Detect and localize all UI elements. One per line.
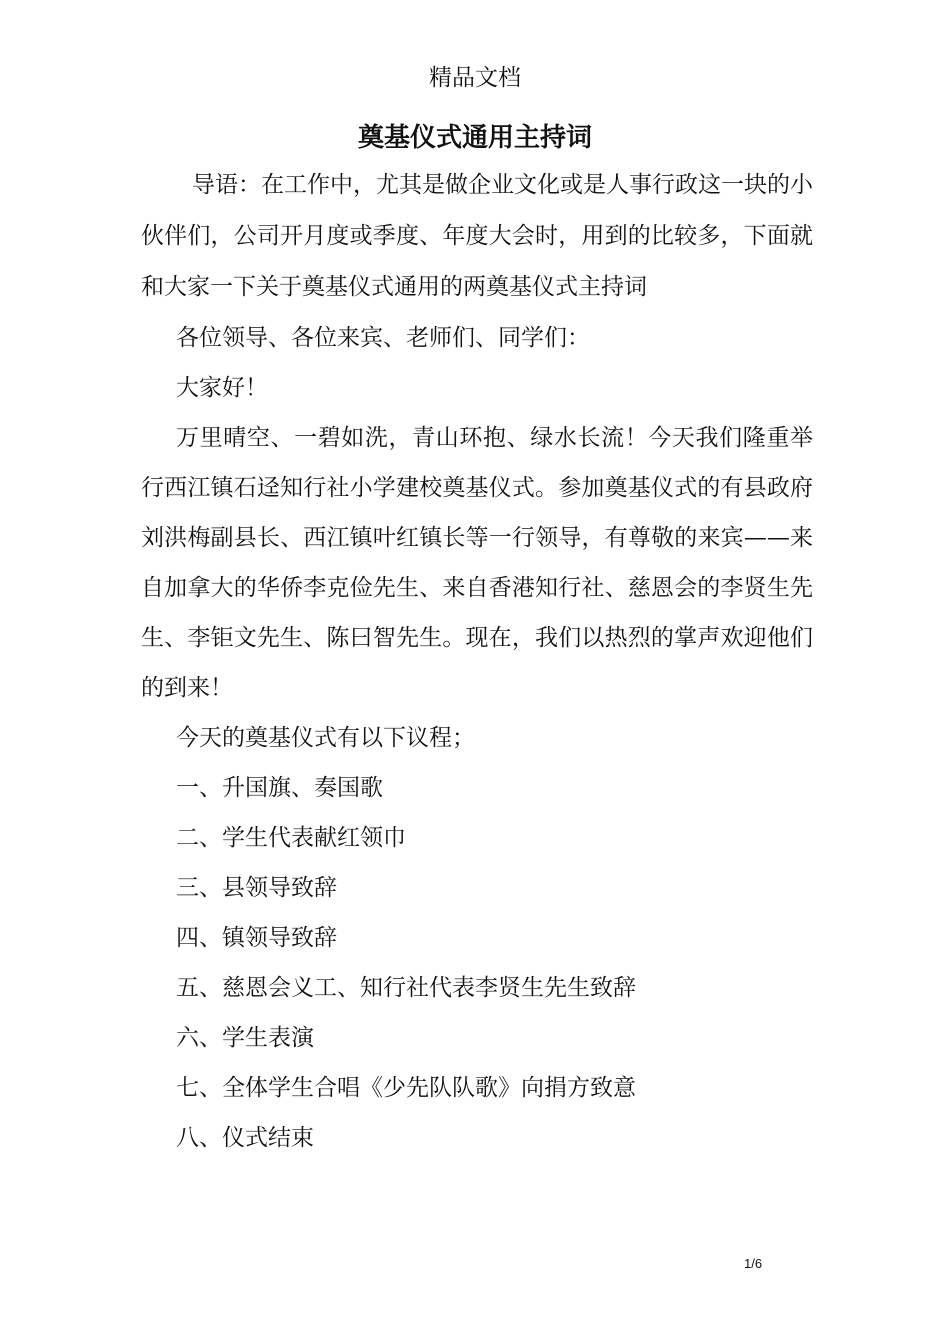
agenda-item: 七、全体学生合唱《少先队队歌》向捐方致意 (176, 1075, 636, 1101)
agenda-item: 一、升国旗、奏国歌 (176, 775, 383, 801)
agenda-item: 三、县领导致辞 (176, 875, 337, 901)
hello-line: 大家好！ (176, 375, 268, 401)
document-title: 奠基仪式通用主持词 (357, 123, 592, 153)
agenda-intro: 今天的奠基仪式有以下议程； (176, 725, 475, 751)
agenda-item: 八、仪式结束 (176, 1125, 314, 1151)
opening-paragraph: 万里晴空、一碧如洗，青山环抱、绿水长流！今天我们隆重举行西江镇石迳知行社小学建校奠基仪式。参加奠基仪式的有县政府刘洪梅副县长、西江镇叶红镇长等一行领导，有尊敬的来宾——来自加拿大的华侨李克俭先生、来自香港知行社、慈恩会的李贤生先生、李钜文先生、陈曰智先生。现在，我们以热烈的掌声欢迎他们的到来！ (141, 425, 813, 701)
agenda-item: 六、学生表演 (176, 1025, 314, 1051)
document-body (141, 160, 813, 1163)
page-number: 1/6 (744, 1256, 763, 1271)
agenda-item: 五、慈恩会义工、知行社代表李贤生先生致辞 (176, 975, 636, 1001)
agenda-item: 二、学生代表献红领巾 (176, 825, 406, 851)
intro-paragraph: 导语：在工作中，尤其是做企业文化或是人事行政这一块的小伙伴们，公司开月度或季度、年度大会时，用到的比较多，下面就和大家一下关于奠基仪式通用的两奠基仪式主持词 (141, 172, 813, 300)
document-header: 精品文档 (429, 65, 521, 91)
agenda-item: 四、镇领导致辞 (176, 925, 337, 951)
greeting-line: 各位领导、各位来宾、老师们、同学们： (176, 325, 590, 351)
